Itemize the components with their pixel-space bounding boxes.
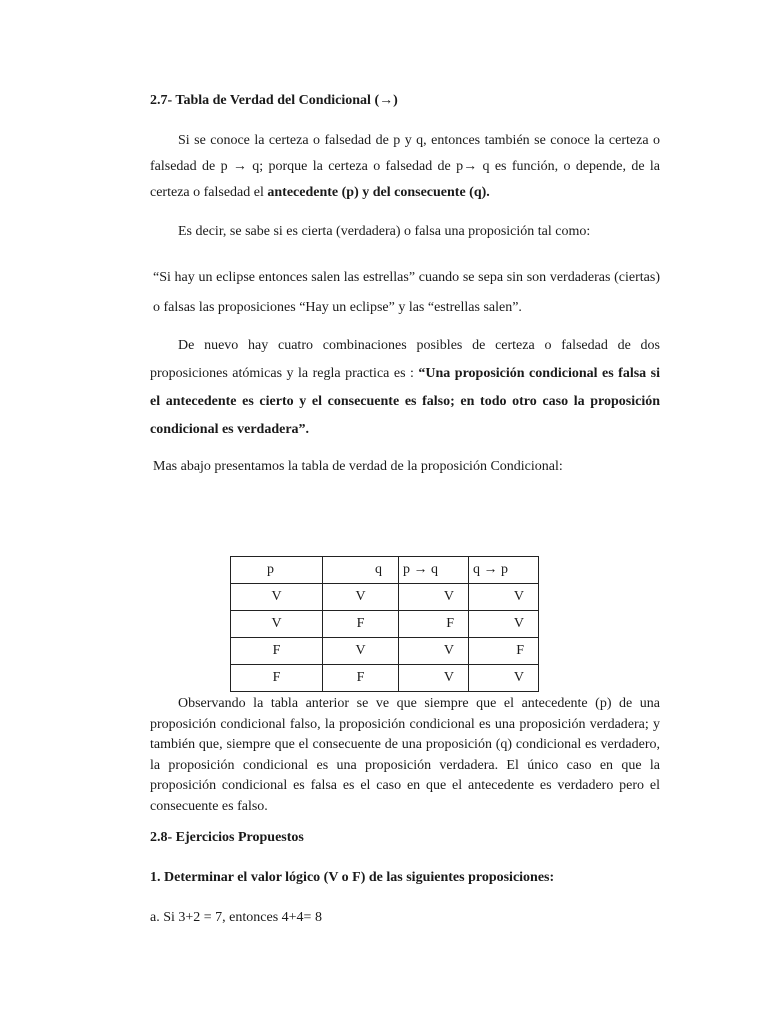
table-row xyxy=(231,665,539,692)
cell-q-implies-p: V xyxy=(469,665,539,692)
cell-p: V xyxy=(231,584,323,611)
paragraph-certeza xyxy=(150,128,660,206)
paragraph-regla-text: De nuevo hay cuatro combinaciones posibles de certeza o falsedad de dos proposiciones atómicas y la regla practica es : xyxy=(150,338,660,381)
header-q-implies-p: q → p xyxy=(469,557,539,584)
cell-p: F xyxy=(231,638,323,665)
cell-q: V xyxy=(323,584,399,611)
section-2-7-title: 2.7- Tabla de Verdad del Condicional (→) xyxy=(150,93,398,108)
cell-q: F xyxy=(323,611,399,638)
cell-p-implies-q: V xyxy=(399,584,469,611)
table-row xyxy=(231,611,539,638)
exercise-1a: a. Si 3+2 = 7, entonces 4+4= 8 xyxy=(150,910,322,925)
table-row xyxy=(231,638,539,665)
cell-q: F xyxy=(323,665,399,692)
paragraph-regla-bold: “Una proposición condicional es falsa si el antecedente es cierto y el consecuente es falso; en todo otro caso la proposición condicional es verdadera”. xyxy=(150,366,660,437)
cell-p-implies-q: V xyxy=(399,665,469,692)
paragraph-observando: Observando la tabla anterior se ve que siempre que el antecedente (p) de una proposición condicional falso, la proposición condicional es una proposición verdadera; y también que, siempre que el consecuente de una proposición (q) condicional es verdadero, la proposición condicional es una proposición verdadera. El único caso en que la proposición condicional es falsa es el caso en que el antecedente es verdadero pero el consecuente es falso. xyxy=(150,696,660,814)
section-2-8-title: 2.8- Ejercicios Propuestos xyxy=(150,830,304,845)
truth-table-header-row xyxy=(231,557,539,584)
paragraph-regla xyxy=(150,332,660,444)
cell-p-implies-q: V xyxy=(399,638,469,665)
table-row xyxy=(231,584,539,611)
paragraph-es-decir: Es decir, se sabe si es cierta (verdadera) o falsa una proposición tal como: xyxy=(178,224,591,239)
paragraph-eclipse: “Si hay un eclipse entonces salen las estrellas” cuando se sepa sin son verdaderas (ciertas) o falsas las proposiciones “Hay un eclipse” y las “estrellas salen”. xyxy=(153,270,660,315)
truth-table xyxy=(230,556,539,692)
cell-p: F xyxy=(231,665,323,692)
exercise-1-title: 1. Determinar el valor lógico (V o F) de las siguientes proposiciones: xyxy=(150,870,555,885)
cell-q-implies-p: F xyxy=(469,638,539,665)
cell-p-implies-q: F xyxy=(399,611,469,638)
header-q: q xyxy=(323,557,399,584)
cell-q: V xyxy=(323,638,399,665)
cell-q-implies-p: V xyxy=(469,584,539,611)
paragraph-mas-abajo: Mas abajo presentamos la tabla de verdad de la proposición Condicional: xyxy=(153,459,563,474)
header-p-implies-q: p → q xyxy=(399,557,469,584)
paragraph-certeza-bold: antecedente (p) y del consecuente (q). xyxy=(267,185,490,200)
header-p: p xyxy=(231,557,323,584)
paragraph-certeza-text: Si se conoce la certeza o falsedad de p y q, entonces también se conoce la certeza o falsedad de p → q; porque la certeza o falsedad de p→ q es función, o depende, de la certeza o falsedad el xyxy=(150,133,660,200)
cell-q-implies-p: V xyxy=(469,611,539,638)
cell-p: V xyxy=(231,611,323,638)
